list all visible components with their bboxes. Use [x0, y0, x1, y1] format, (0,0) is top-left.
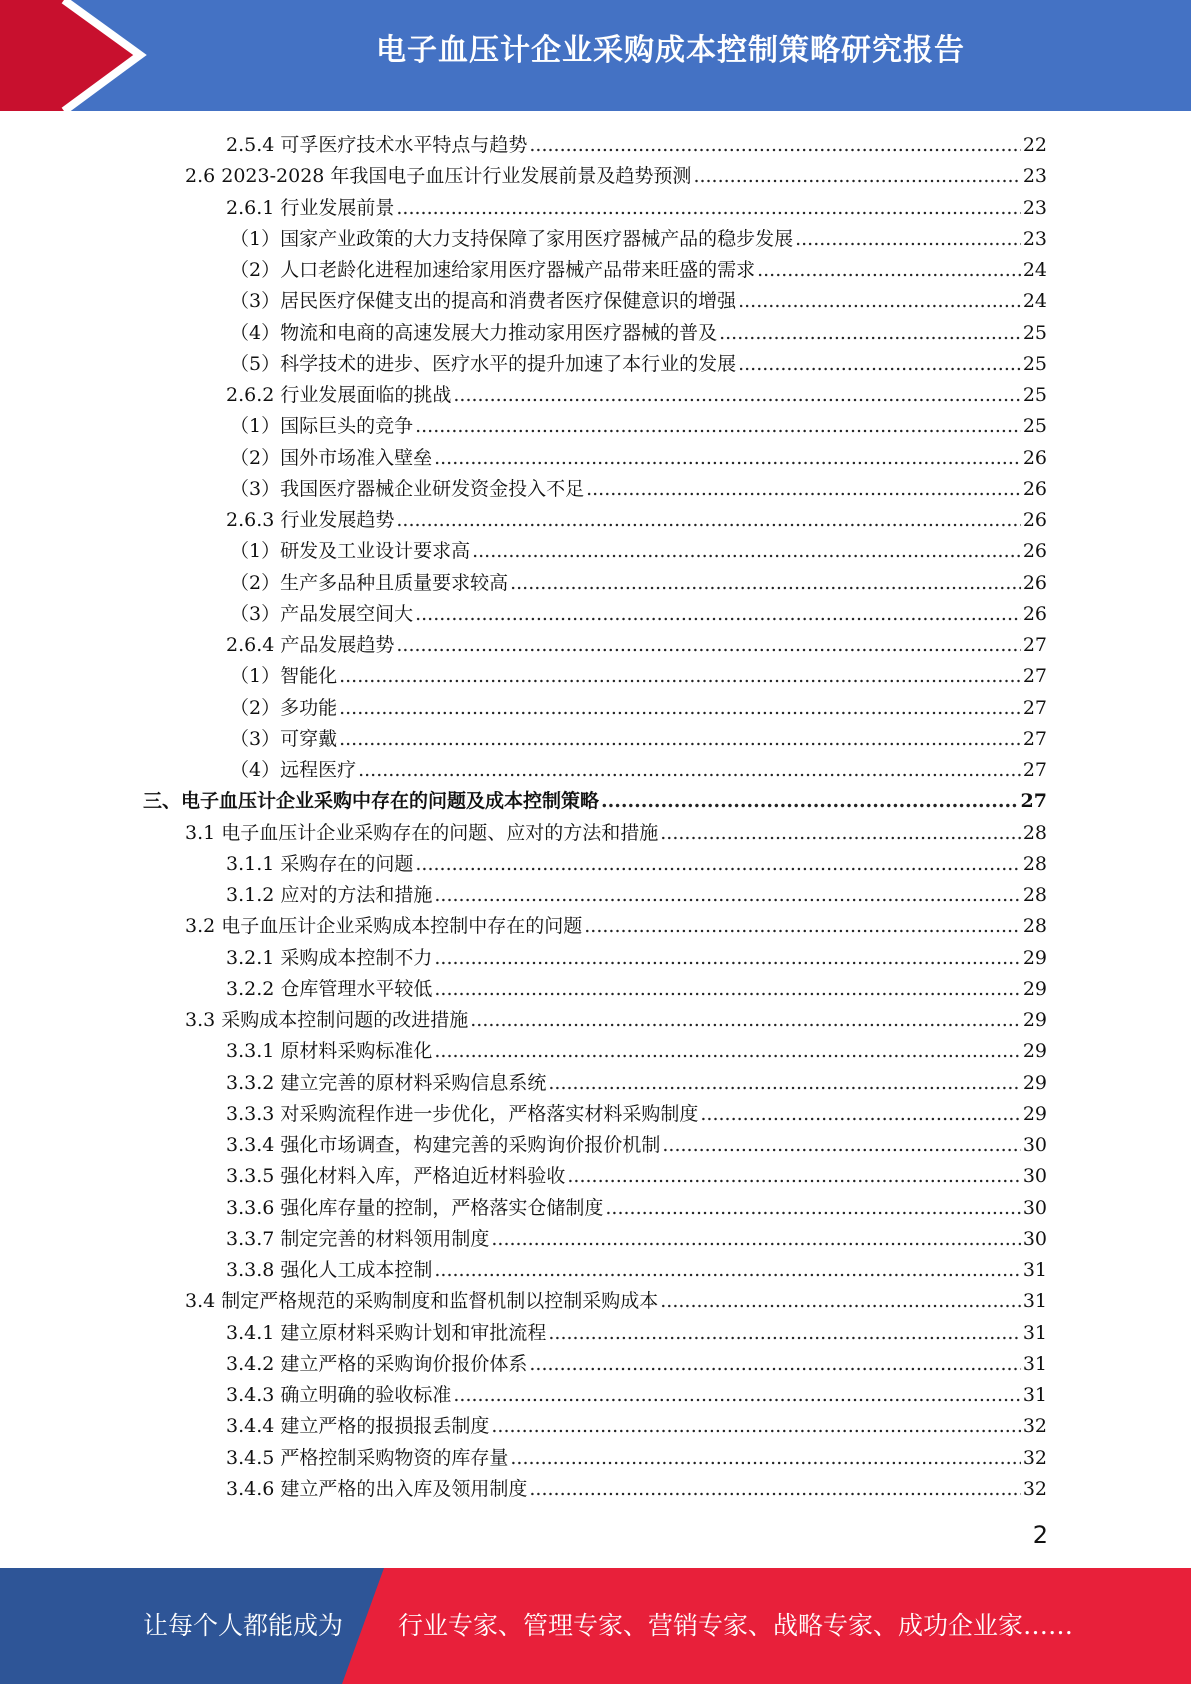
- toc-entry[interactable]: [226, 127, 1047, 157]
- toc-dot-leader: [339, 664, 1021, 688]
- toc-dot-leader: [434, 946, 1020, 970]
- toc-entry-label: 3.1 电子血压计企业采购存在的问题、应对的方法和措施: [185, 821, 659, 844]
- toc-entry-page: 29: [1022, 1040, 1047, 1063]
- page-number: 2: [1032, 1521, 1048, 1549]
- toc-dot-leader: [470, 1008, 1021, 1032]
- toc-entry-page: 23: [1022, 165, 1047, 188]
- toc-entry-label: 3.4.2 建立严格的采购询价报价体系: [226, 1352, 528, 1375]
- toc-entry[interactable]: [230, 752, 1047, 782]
- toc-dot-leader: [510, 1446, 1020, 1470]
- toc-dot-leader: [415, 602, 1021, 626]
- toc-entry-page: 26: [1022, 509, 1047, 531]
- toc-entry-label: 3.2.1 采购成本控制不力: [226, 946, 433, 969]
- toc-entry-page: 27: [1022, 759, 1047, 781]
- toc-dot-leader: [757, 258, 1021, 282]
- toc-entry-label: （1）国际巨头的竞争: [230, 415, 414, 438]
- toc-entry-label: 2.6 2023-2028 年我国电子血压计行业发展前景及趋势预测: [185, 165, 692, 188]
- toc-entry-page: 30: [1022, 1165, 1047, 1188]
- toc-entry-label: （3）可穿戴: [230, 727, 338, 750]
- toc-dot-leader: [339, 727, 1021, 751]
- toc-entry-label: （4）物流和电商的高速发展大力推动家用医疗器械的普及: [230, 321, 718, 344]
- toc-entry-label: （3）产品发展空间大: [230, 602, 414, 625]
- page-header: [0, 0, 1191, 111]
- toc-entry[interactable]: [230, 440, 1047, 470]
- toc-entry[interactable]: [185, 908, 1047, 938]
- toc-entry-page: 29: [1022, 1102, 1047, 1125]
- toc-dot-leader: [795, 227, 1021, 251]
- toc-entry[interactable]: [226, 377, 1047, 407]
- toc-entry[interactable]: [185, 1283, 1047, 1313]
- toc-dot-leader: [358, 758, 1021, 782]
- toc-entry-label: （1）研发及工业设计要求高: [230, 540, 471, 563]
- toc-entry[interactable]: [226, 502, 1047, 532]
- toc-entry-label: 2.6.2 行业发展面临的挑战: [226, 384, 452, 406]
- toc-entry-page: 25: [1022, 415, 1047, 438]
- toc-entry-page: 32: [1022, 1446, 1047, 1469]
- toc-entry-page: 29: [1022, 946, 1047, 969]
- toc-entry-page: 32: [1022, 1415, 1047, 1438]
- toc-entry-label: 3.3 采购成本控制问题的改进措施: [185, 1009, 469, 1031]
- toc-entry-page: 26: [1022, 602, 1047, 625]
- toc-entry-page: 25: [1022, 352, 1047, 375]
- toc-dot-leader: [738, 289, 1021, 313]
- footer-slogan-left: 让每个人都能成为: [143, 1611, 344, 1640]
- toc-dot-leader: [605, 1196, 1020, 1220]
- toc-entry-label: 2.6.4 产品发展趋势: [226, 634, 395, 656]
- toc-entry[interactable]: [185, 815, 1047, 845]
- toc-dot-leader: [700, 1102, 1020, 1126]
- toc-entry[interactable]: [230, 533, 1047, 563]
- toc-entry-page: 28: [1022, 884, 1047, 906]
- toc-entry-label: 3.4.6 建立严格的出入库及领用制度: [226, 1477, 528, 1500]
- toc-entry[interactable]: [226, 627, 1047, 657]
- toc-dot-leader: [491, 1227, 1020, 1251]
- footer-slogan-right: 行业专家、管理专家、营销专家、战略专家、成功企业家……: [398, 1611, 1074, 1640]
- toc-entry-page: 30: [1022, 1196, 1047, 1219]
- report-title: 电子血压计企业采购成本控制策略研究报告: [376, 33, 965, 68]
- toc-entry[interactable]: [226, 1127, 1047, 1157]
- toc-entry[interactable]: [230, 721, 1047, 751]
- toc-entry-label: （2）生产多品种且质量要求较高: [230, 571, 509, 594]
- toc-entry[interactable]: [226, 1315, 1047, 1345]
- toc-entry[interactable]: [230, 658, 1047, 688]
- toc-entry[interactable]: [226, 1158, 1047, 1188]
- toc-entry[interactable]: [226, 940, 1047, 970]
- toc-entry[interactable]: [230, 315, 1047, 345]
- toc-entry-page: 27: [1020, 790, 1047, 813]
- toc-entry-page: 31: [1022, 1259, 1047, 1281]
- toc-dot-leader: [434, 1039, 1020, 1063]
- toc-entry[interactable]: [226, 1440, 1047, 1470]
- toc-entry-page: 31: [1022, 1321, 1047, 1344]
- toc-entry-page: 23: [1022, 196, 1047, 219]
- toc-entry-label: 3.4.3 确立明确的验收标准: [226, 1384, 452, 1406]
- toc-entry-label: 3.3.5 强化材料入库，严格迫近材料验收: [226, 1165, 566, 1188]
- toc-dot-leader: [491, 1414, 1020, 1438]
- toc-entry-label: 3.4 制定严格规范的采购制度和监督机制以控制采购成本: [185, 1290, 659, 1313]
- toc-entry[interactable]: [226, 1471, 1047, 1501]
- toc-dot-leader: [434, 977, 1020, 1001]
- toc-entry[interactable]: [226, 1033, 1047, 1063]
- toc-dot-leader: [396, 633, 1020, 657]
- toc-entry[interactable]: [230, 283, 1047, 313]
- toc-entry[interactable]: [230, 690, 1047, 720]
- toc-dot-leader: [529, 1477, 1020, 1501]
- toc-entry-page: 29: [1022, 1071, 1047, 1094]
- toc-entry-label: 3.2 电子血压计企业采购成本控制中存在的问题: [185, 915, 583, 938]
- toc-dot-leader: [510, 571, 1021, 595]
- toc-entry-label: 2.6.3 行业发展趋势: [226, 509, 395, 531]
- toc-entry[interactable]: [226, 1346, 1047, 1376]
- page-footer: [0, 1568, 1191, 1684]
- toc-dot-leader: [453, 383, 1020, 407]
- toc-entry-label: 3.3.4 强化市场调查，构建完善的采购询价报价机制: [226, 1134, 661, 1156]
- toc-entry-label: （3）居民医疗保健支出的提高和消费者医疗保健意识的增强: [230, 290, 737, 313]
- toc-entry-page: 27: [1022, 727, 1047, 750]
- toc-entry-label: 3.1.2 应对的方法和措施: [226, 884, 433, 906]
- toc-dot-leader: [548, 1071, 1020, 1095]
- toc-dot-leader: [396, 196, 1020, 220]
- toc-entry-label: 3.4.5 严格控制采购物资的库存量: [226, 1446, 509, 1469]
- toc-entry-page: 23: [1022, 227, 1047, 250]
- toc-entry[interactable]: [185, 1002, 1047, 1032]
- toc-dot-leader: [719, 321, 1021, 345]
- toc-entry[interactable]: [230, 565, 1047, 595]
- toc-entry[interactable]: [230, 471, 1047, 501]
- toc-entry-page: 27: [1022, 634, 1047, 656]
- toc-entry-label: （5）科学技术的进步、医疗水平的提升加速了本行业的发展: [230, 352, 737, 375]
- toc-entry[interactable]: [226, 190, 1047, 220]
- toc-entry[interactable]: [226, 1377, 1047, 1407]
- toc-entry-page: 29: [1022, 977, 1047, 1000]
- toc-dot-leader: [738, 352, 1021, 376]
- toc-entry-page: 28: [1022, 915, 1047, 938]
- toc-entry[interactable]: [230, 346, 1047, 376]
- toc-entry-label: （2）国外市场准入壁垒: [230, 446, 433, 469]
- toc-entry-label: （1）智能化: [230, 665, 338, 688]
- toc-dot-leader: [660, 1289, 1021, 1313]
- toc-entry-page: 31: [1022, 1290, 1047, 1313]
- toc-entry[interactable]: [226, 1065, 1047, 1095]
- toc-entry-label: 3.4.1 建立原材料采购计划和审批流程: [226, 1321, 547, 1344]
- toc-dot-leader: [415, 852, 1020, 876]
- toc-entry-label: （3）我国医疗器械企业研发资金投入不足: [230, 477, 585, 500]
- toc-entry-label: 3.3.8 强化人工成本控制: [226, 1259, 433, 1281]
- toc-dot-leader: [586, 477, 1021, 501]
- toc-entry-label: 3.2.2 仓库管理水平较低: [226, 977, 433, 1000]
- toc-entry-label: 3.3.6 强化库存量的控制，严格落实仓储制度: [226, 1196, 604, 1219]
- toc-entry-page: 24: [1022, 290, 1047, 313]
- toc-dot-leader: [529, 133, 1020, 157]
- toc-dot-leader: [472, 539, 1021, 563]
- toc-entry-label: 3.3.3 对采购流程作进一步优化，严格落实材料采购制度: [226, 1102, 699, 1125]
- toc-dot-leader: [693, 164, 1020, 188]
- toc-dot-leader: [339, 696, 1021, 720]
- toc-entry-page: 30: [1022, 1227, 1047, 1250]
- toc-entry-label: 3.3.2 建立完善的原材料采购信息系统: [226, 1071, 547, 1094]
- toc-dot-leader: [548, 1321, 1020, 1345]
- toc-dot-leader: [434, 1258, 1020, 1282]
- toc-entry[interactable]: [230, 596, 1047, 626]
- toc-entry-page: 28: [1022, 852, 1047, 875]
- toc-entry-label: （4）远程医疗: [230, 759, 357, 781]
- toc-dot-leader: [434, 883, 1020, 907]
- toc-dot-leader: [396, 508, 1020, 532]
- toc-entry[interactable]: [226, 971, 1047, 1001]
- toc-entry[interactable]: [226, 877, 1047, 907]
- toc-dot-leader: [584, 914, 1021, 938]
- toc-entry[interactable]: [226, 846, 1047, 876]
- toc-entry-label: 3.4.4 建立严格的报损报丢制度: [226, 1415, 490, 1438]
- toc-entry[interactable]: [226, 1408, 1047, 1438]
- toc-entry-page: 26: [1022, 477, 1047, 500]
- toc-entry-page: 31: [1022, 1352, 1047, 1375]
- toc-entry[interactable]: [226, 1096, 1047, 1126]
- toc-entry[interactable]: [230, 252, 1047, 282]
- toc-entry-page: 30: [1022, 1134, 1047, 1156]
- toc-entry-label: 3.3.7 制定完善的材料领用制度: [226, 1227, 490, 1250]
- toc-entry-page: 25: [1022, 384, 1047, 406]
- toc-dot-leader: [660, 821, 1021, 845]
- header-arrow-decoration: [0, 0, 160, 111]
- toc-entry-page: 28: [1022, 821, 1047, 844]
- toc-entry-page: 27: [1022, 665, 1047, 688]
- toc-dot-leader: [662, 1133, 1020, 1157]
- toc-entry-label: （2）多功能: [230, 696, 338, 719]
- toc-dot-leader: [453, 1383, 1020, 1407]
- toc-entry-label: 3.1.1 采购存在的问题: [226, 852, 414, 875]
- toc-entry-label: 3.3.1 原材料采购标准化: [226, 1040, 433, 1063]
- toc-dot-leader: [529, 1352, 1020, 1376]
- toc-entry-page: 25: [1022, 321, 1047, 344]
- toc-entry[interactable]: [226, 1252, 1047, 1282]
- toc-entry[interactable]: [226, 1190, 1047, 1220]
- toc-entry-label: 2.6.1 行业发展前景: [226, 196, 395, 219]
- toc-entry-label: （2）人口老龄化进程加速给家用医疗器械产品带来旺盛的需求: [230, 259, 756, 281]
- toc-dot-leader: [434, 446, 1021, 470]
- toc-entry[interactable]: [185, 158, 1047, 188]
- toc-entry-page: 31: [1022, 1384, 1047, 1406]
- toc-entry-page: 24: [1022, 259, 1047, 281]
- toc-entry[interactable]: [230, 408, 1047, 438]
- toc-dot-leader: [601, 789, 1019, 813]
- toc-entry-page: 26: [1022, 540, 1047, 563]
- toc-entry-page: 32: [1022, 1477, 1047, 1500]
- toc-entry[interactable]: [230, 221, 1047, 251]
- toc-entry-page: 27: [1022, 696, 1047, 719]
- toc-entry[interactable]: [143, 783, 1047, 813]
- toc-entry-label: （1）国家产业政策的大力支持保障了家用医疗器械产品的稳步发展: [230, 227, 794, 250]
- toc-entry[interactable]: [226, 1221, 1047, 1251]
- toc-entry-label: 三、电子血压计企业采购中存在的问题及成本控制策略: [143, 790, 600, 813]
- toc-entry-label: 2.5.4 可孚医疗技术水平特点与趋势: [226, 134, 528, 156]
- toc-dot-leader: [567, 1164, 1020, 1188]
- toc-entry-page: 29: [1022, 1009, 1047, 1031]
- toc-entry-page: 26: [1022, 446, 1047, 469]
- toc-entry-page: 26: [1022, 571, 1047, 594]
- toc-dot-leader: [415, 414, 1021, 438]
- toc-entry-page: 22: [1022, 134, 1047, 156]
